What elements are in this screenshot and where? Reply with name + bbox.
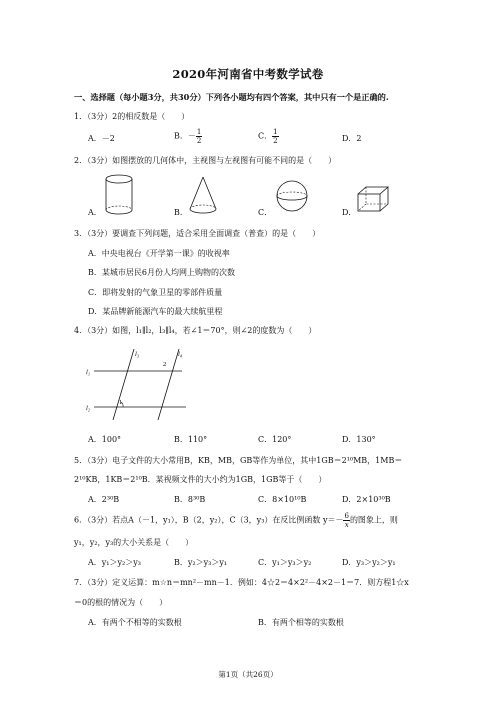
question-5-option-a: A．2³⁰B [88,495,120,504]
question-4-option-b: B．110° [174,435,208,444]
fraction: $\frac{6}{x}$ [344,512,349,529]
question-1-stem: 1．（3分）2的相反数是（ ） [74,112,190,121]
question-2-option-c: C． [258,208,273,217]
question-3-option-d: D．某品牌新能源汽车的最大续航里程 [88,307,223,316]
question-6-option-d: D．y₃＞y₂＞y₁ [342,558,396,567]
question-3-option-c: C．即将发射的气象卫星的零部件质量 [88,288,223,297]
angle-1-label: 1 [119,399,123,406]
angle-2-label: 2 [163,361,167,368]
section-heading: 一、选择题（每小题3分，共30分）下列各小题均有四个答案，其中只有一个是正确的. [74,92,389,102]
question-3-option-b: B．某城市居民6月份人均网上购物的次数 [88,268,235,277]
question-5-option-b: B．8³⁰B [174,495,206,504]
question-6-option-a: A．y₁＞y₂＞y₃ [88,558,141,567]
question-7-line-1: 7．（3分）定义运算：m☆n＝mn²－mn－1．例如：4☆2＝4×2²－4×2－1＝7．则方程1☆x [74,578,409,587]
question-7-line-2: ＝0的根的情况为（ ） [74,598,168,607]
question-2-option-a: A． [88,208,102,217]
parallel-lines-figure [86,343,194,423]
question-6-option-c: C．y₁＞y₃＞y₂ [258,558,312,567]
question-6-option-b: B．y₂＞y₃＞y₁ [174,558,228,567]
question-2-option-b: B． [174,208,188,217]
cone-icon [187,176,219,216]
label-l4: l₄ [178,351,183,358]
question-5-option-c: C．8×10¹⁰B [258,495,307,504]
question-4-option-d: D．130° [342,435,376,444]
question-6-line-2: y₁，y₂，y₃的大小关系是（ ） [74,538,194,547]
question-4-option-c: C．120° [258,435,292,444]
page-footer: 第1页（共26页） [218,670,278,679]
sphere-icon [276,180,310,214]
question-4-option-a: A．100° [88,435,122,444]
question-1-option-a: A．－2 [88,134,115,143]
cylinder-icon [104,174,134,216]
question-5-option-d: D．2×10³⁰B [342,495,391,504]
question-7-option-b: B．有两个相等的实数根 [258,618,344,627]
fraction: $\frac{1}{2}$ [196,128,202,145]
question-2-stem: 2．（3分）如图摆放的几何体中，主视图与左视图有可能不同的是（ ） [74,156,337,165]
question-6-line-1: 6．（3分）若点A（－1，y₁），B（2，y₂），C（3，y₃）在反比例函数 y＝－ $\frac{6}{x}$ 的图象上，则 [74,512,398,529]
question-7-option-a: A．有两个不相等的实数根 [88,618,182,627]
question-3-option-a: A．中央电视台《开学第一课》的收视率 [88,249,230,258]
question-1-option-b: B．－ $\frac{1}{2}$ [174,128,202,145]
label-l3: l₃ [135,351,140,358]
question-4-stem: 4．（3分）如图，l₁∥l₂，l₃∥l₄，若∠1＝70°，则∠2的度数为（ ） [74,326,317,335]
question-5-line-2: 2¹⁰KB，1KB＝2¹⁰B．某视频文件的大小约为1GB，1GB等于（ ） [74,475,327,484]
fraction: $\frac{1}{2}$ [273,128,278,145]
label-l2: l₂ [86,405,91,412]
question-2-option-d: D． [342,208,357,217]
question-3-stem: 3．（3分）要调查下列问题，适合采用全面调查（普查）的是（ ） [74,229,321,238]
question-5-line-1: 5．（3分）电子文件的大小常用B，KB，MB，GB等作为单位，其中1GB＝2¹⁰MB，1MB＝ [74,456,403,465]
question-1-option-c: C． $\frac{1}{2}$ [258,128,278,145]
cuboid-icon [357,186,391,214]
page-title: 2020年河南省中考数学试卷 [172,67,324,81]
label-l1: l₁ [86,369,91,376]
question-1-option-d: D．2 [342,134,362,143]
